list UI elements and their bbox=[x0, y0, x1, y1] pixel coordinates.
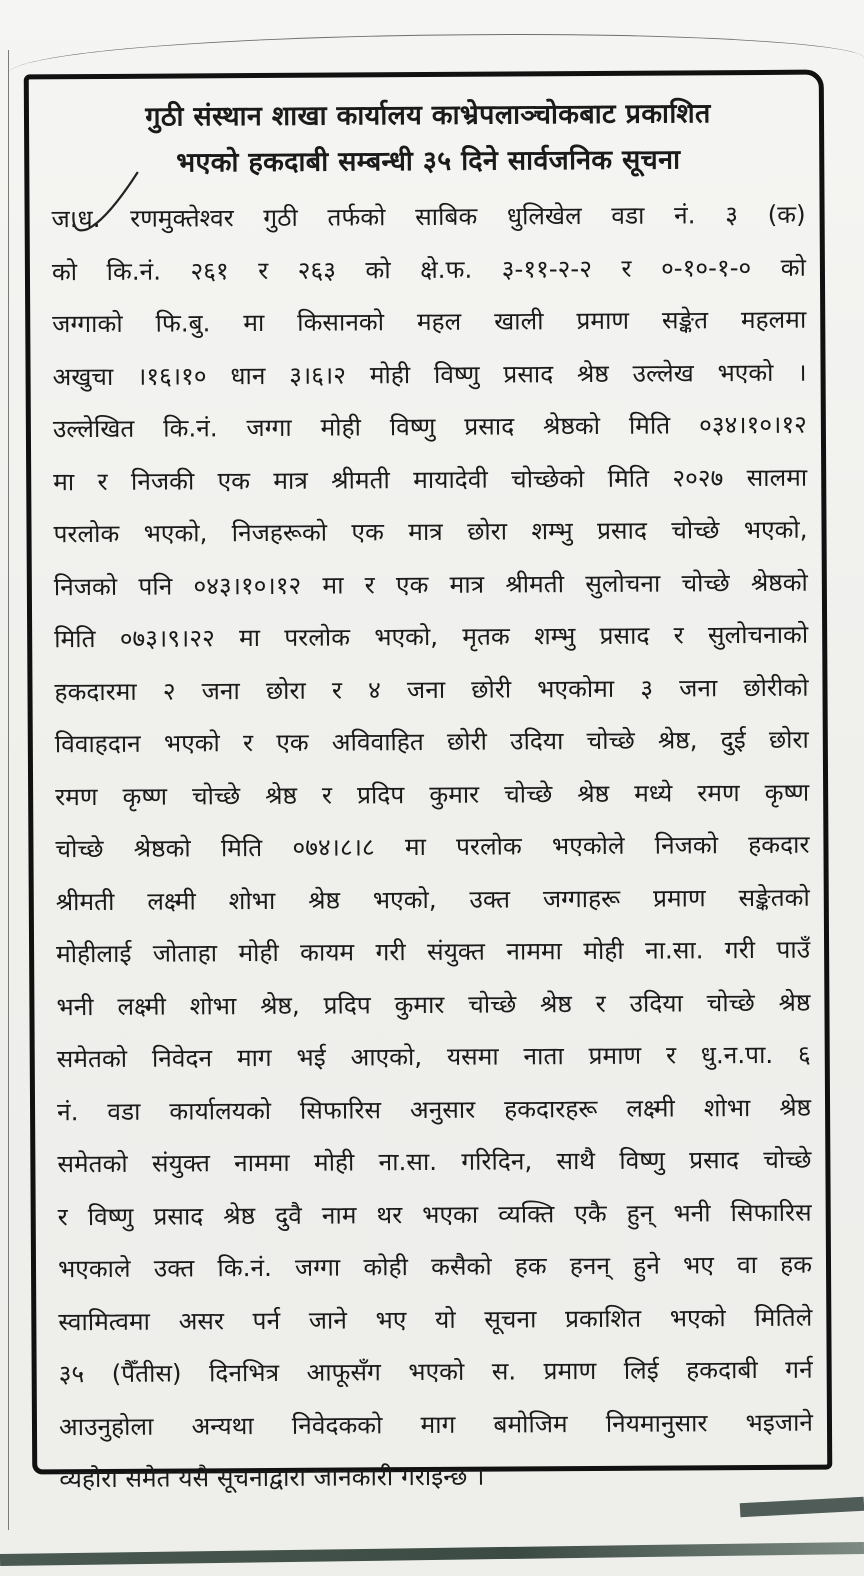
notice-title-line-2: भएको हकदाबी सम्बन्धी ३५ दिने सार्वजनिक सूचना bbox=[176, 144, 681, 179]
notice-body-line: श्रीमती लक्ष्मी शोभा श्रेष्ठ भएको, उक्त जग्गाहरू प्रमाण सङ्केतको bbox=[55, 882, 810, 916]
notice-body-line: ३५ (पैँतीस) दिनभित्र आफूसँग भएको स. प्रमाण लिई हकदाबी गर्न bbox=[58, 1354, 813, 1389]
notice-body-line: विवाहदान भएको र एक अविवाहित छोरी उदिया चोच्छे श्रेष्ठ, दुई छोरा bbox=[54, 724, 809, 759]
notice-body-line: चोच्छे श्रेष्ठको मिति ०७४।८।८ मा परलोक भएकोले निजको हकदार bbox=[55, 829, 810, 864]
notice-body-line-final: व्यहोरा समेत यसै सूचनाद्वारा जानकारी गराइन्छ । bbox=[59, 1461, 485, 1494]
notice-body-line: स्वामित्वमा असर पर्न जाने भए यो सूचना प्रकाशित भएको मितिले bbox=[58, 1302, 813, 1336]
notice-body-line: समेतको संयुक्त नाममा मोही ना.सा. गरिदिन, साथै विष्णु प्रसाद चोच्छे bbox=[57, 1144, 812, 1179]
notice-body-line: निजको पनि ०४३।१०।१२ मा र एक मात्र श्रीमती सुलोचना चोच्छे श्रेष्ठको bbox=[53, 567, 808, 601]
notice-body-line: मिति ०७३।९।२२ मा परलोक भएको, मृतक शम्भु प्रसाद र सुलोचनाको bbox=[54, 619, 809, 654]
notice-body-line: भनी लक्ष्मी शोभा श्रेष्ठ, प्रदिप कुमार चोच्छे श्रेष्ठ र उदिया चोच्छे श्रेष्ठ bbox=[56, 987, 811, 1021]
notice-body-line: भएकाले उक्त कि.नं. जग्गा कोही कसैको हक हनन् हुने भए वा हक bbox=[57, 1249, 813, 1284]
notice-body-line: उल्लेखित कि.नं. जग्गा मोही विष्णु प्रसाद श्रेष्ठको मिति ०३४।१०।१२ bbox=[52, 409, 807, 444]
notice-title bbox=[51, 91, 806, 188]
notice-body bbox=[51, 189, 813, 1506]
notice-title-line-1: गुठी संस्थान शाखा कार्यालय काभ्रेपलाञ्चोकबाट प्रकाशित bbox=[145, 98, 711, 133]
notice-body-line: समेतको निवेदन माग भई आएको, यसमा नाता प्रमाण र धु.न.पा. ६ bbox=[56, 1039, 811, 1074]
notice-body-line: मोहीलाई जोताहा मोही कायम गरी संयुक्त नाममा मोही ना.सा. गरी पाउँ bbox=[56, 934, 811, 969]
notice-body-line: जग्गाको फि.बु. मा किसानको महल खाली प्रमाण सङ्केत महलमा bbox=[52, 304, 807, 339]
notice-body-line: आउनुहोला अन्यथा निवेदकको माग बमोजिम नियमानुसार भइजाने bbox=[58, 1407, 814, 1441]
notice-body-line: र विष्णु प्रसाद श्रेष्ठ दुवै नाम थर भएका व्यक्ति एकै हुन् भनी सिफारिस bbox=[57, 1197, 812, 1231]
notice-body-line: को कि.नं. २६१ र २६३ को क्षे.फ. ३-११-२-२ र ०-१०-१-० को bbox=[51, 252, 807, 286]
notice-body-line: मा र निजकी एक मात्र श्रीमती मायादेवी चोच्छेको मिति २०२७ सालमा bbox=[53, 462, 808, 496]
notice-body-line: हकदारमा २ जना छोरा र ४ जना छोरी भएकोमा ३ जना छोरीको bbox=[54, 672, 809, 706]
notice-body-line: परलोक भएको, निजहरूको एक मात्र छोरा शम्भु प्रसाद चोच्छे भएको, bbox=[53, 514, 808, 549]
footer-band bbox=[0, 1542, 864, 1566]
notice-body-line: ज.ध. रणमुक्तेश्वर गुठी तर्फको साबिक धुलिखेल वडा नं. ३ (क) bbox=[51, 199, 806, 234]
outer-column-rule-top bbox=[8, 34, 864, 75]
notice-body-line: रमण कृष्ण चोच्छे श्रेष्ठ र प्रदिप कुमार चोच्छे श्रेष्ठ मध्ये रमण कृष्ण bbox=[55, 777, 810, 811]
outer-column-rule-left bbox=[8, 50, 9, 1530]
public-notice-box bbox=[24, 70, 833, 1494]
notice-body-line: नं. वडा कार्यालयको सिफारिस अनुसार हकदारहरू लक्ष्मी शोभा श्रेष्ठ bbox=[56, 1092, 812, 1126]
notice-body-line: अखुचा ।१६।१० धान ३।६।२ मोही विष्णु प्रसाद श्रेष्ठ उल्लेख भएको । bbox=[52, 357, 807, 391]
